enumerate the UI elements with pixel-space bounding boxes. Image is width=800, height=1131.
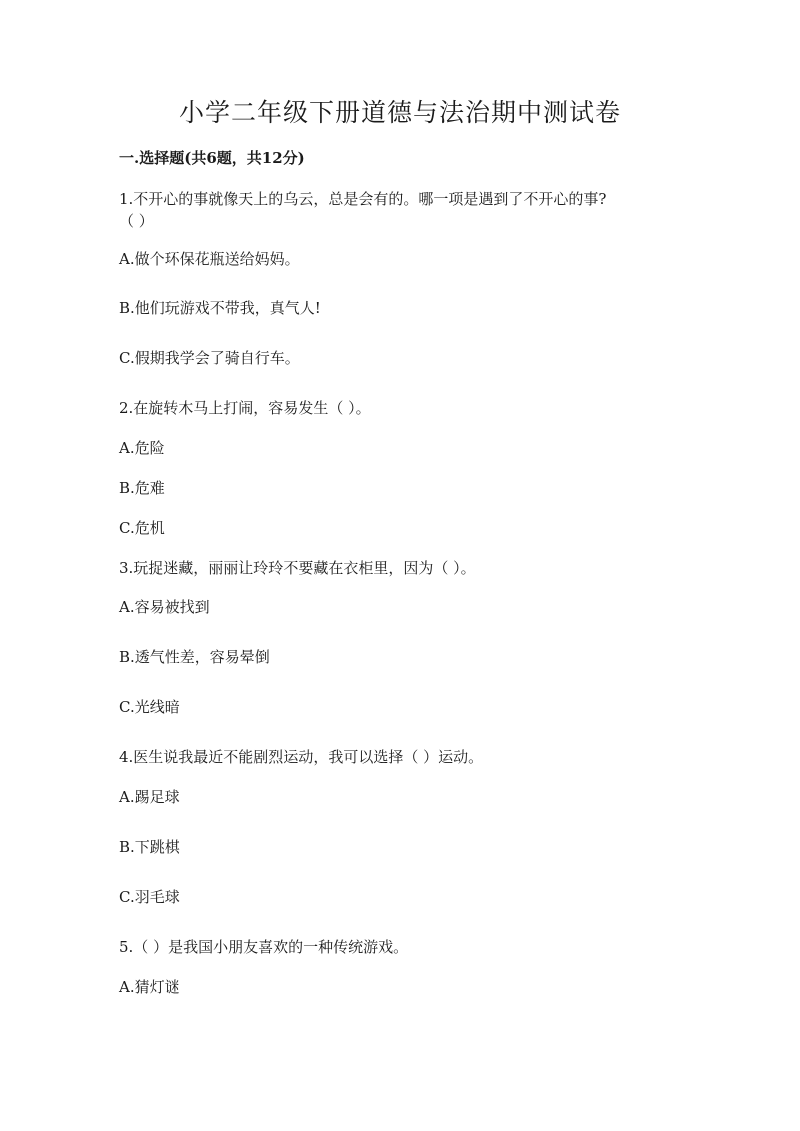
question-1-answer-bracket: （ ） bbox=[119, 212, 154, 230]
question-4-option-c: C.羽毛球 bbox=[119, 888, 180, 906]
question-5-stem: 5.（ ）是我国小朋友喜欢的一种传统游戏。 bbox=[119, 938, 409, 956]
question-4-option-a: A.踢足球 bbox=[119, 788, 180, 806]
question-3-option-a: A.容易被找到 bbox=[119, 598, 210, 616]
question-2-stem: 2.在旋转木马上打闹，容易发生（ ）。 bbox=[119, 399, 371, 417]
question-1-option-c: C.假期我学会了骑自行车。 bbox=[119, 349, 300, 367]
question-3-option-c: C.光线暗 bbox=[119, 698, 180, 716]
question-1-stem: 1.不开心的事就像天上的乌云，总是会有的。哪一项是遇到了不开心的事? bbox=[119, 190, 607, 208]
question-2-option-c: C.危机 bbox=[119, 519, 165, 537]
question-5-option-a: A.猜灯谜 bbox=[119, 978, 180, 996]
question-2-option-a: A.危险 bbox=[119, 439, 165, 457]
section-heading: 一.选择题(共6题，共12分) bbox=[119, 149, 305, 167]
question-3-option-b: B.透气性差，容易晕倒 bbox=[119, 648, 270, 666]
question-4-option-b: B.下跳棋 bbox=[119, 838, 180, 856]
exam-title: 小学二年级下册道德与法治期中测试卷 bbox=[178, 98, 621, 127]
question-1-option-a: A.做个环保花瓶送给妈妈。 bbox=[119, 250, 300, 268]
question-2-option-b: B.危难 bbox=[119, 479, 165, 497]
question-4-stem: 4.医生说我最近不能剧烈运动，我可以选择（ ）运动。 bbox=[119, 748, 484, 766]
question-1-option-b: B.他们玩游戏不带我，真气人! bbox=[119, 299, 321, 317]
question-3-stem: 3.玩捉迷藏，丽丽让玲玲不要藏在衣柜里，因为（ ）。 bbox=[119, 559, 476, 577]
